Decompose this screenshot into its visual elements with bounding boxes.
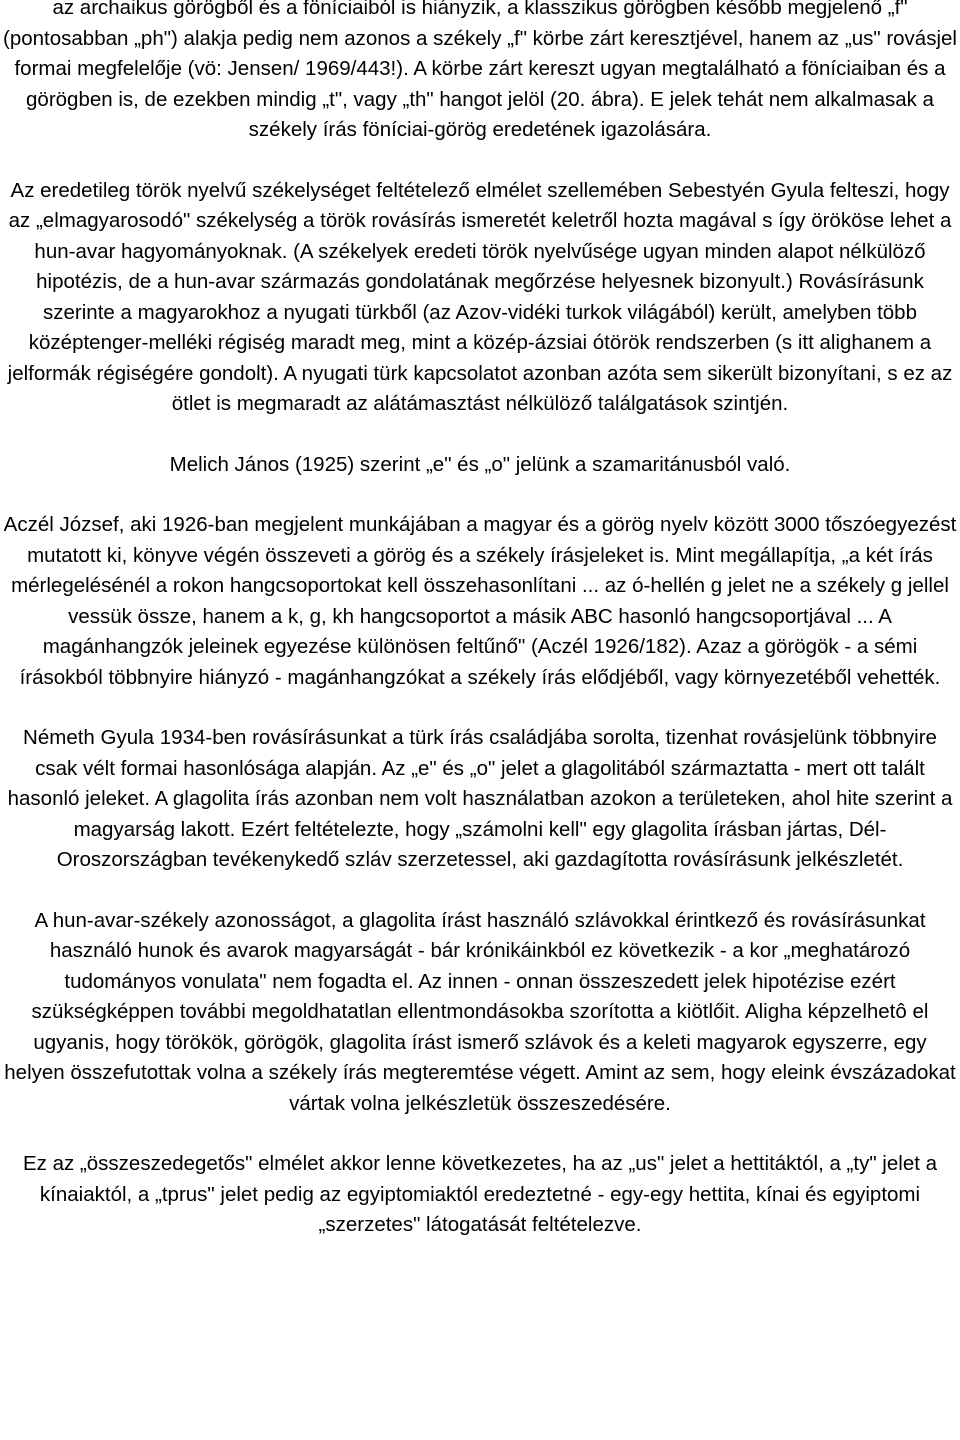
paragraph-melich: Melich János (1925) szerint „e" és „o" jelünk a szamaritánusból való. — [169, 452, 791, 476]
paragraph-sebestyen: Az eredetileg török nyelvű székelységet feltételező elmélet szellemében Sebestyén Gyula felteszi, hogy az „elmagyarosodó" székelység a török rovásírás ismeretét keletről hozta magával s így örököse lehet a hun-avar hagyományoknak. (A székelyek eredeti török nyelvűsége ugyan minden alapot nélkülöző hipotézis, de a hun-avar származás gondolatának megőrzése helyesnek bizonyult.) Rovásírásunk szerinte a magyarokhoz a nyugati türkből (az Azov-vidéki turkok világából) került, amelyben több középtenger-melléki régiség maradt meg, mint a közép-ázsiai ótörök rendszerben (s itt alighanem a jelformák régiségére gondolt). A nyugati türk kapcsolatot azonban azóta sem sikerült bizonyítani, s ez az ötlet is megmaradt az alátámasztást nélkülöző találgatások szintjén. — [7, 178, 953, 415]
paragraph-osszeszedegetos: Ez az „összeszedegetős" elmélet akkor lenne következetes, ha az „us" jelet a hettitáktól, a „ty" jelet a kínaiaktól, a „tprus" jelet pedig az egyiptomiaktól eredeztetné - egy-egy hettita, kínai és egyiptomi „szerzetes" látogatását feltételezve. — [22, 1152, 938, 1236]
paragraph-aczel: Aczél József, aki 1926-ban megjelent munkájában a magyar és a görög nyelv között 3000 tőszóegyezést mutatott ki, könyve végén összeveti a görög és a székely írásjeleket is. Mint megállapítja, „a két írás mérlegelésénél a rokon hangcsoportokat kell összehasonlítani ... az ó-hellén g jelet ne a székely g jellel vessük össze, hanem a k, g, kh hangcsoportot a másik ABC hasonló hangcsoportjával ... A magánhangzók jeleinek egyezése különösen feltűnő" (Aczél 1926/182). Azaz a görögök - a sémi írásokból többnyire hiányzó - magánhangzókat a székely írás elődjéből, vagy környezetéből vehették. — [3, 513, 957, 689]
paragraph-greek-phoenician: az archaikus görögből és a föníciaiból is hiányzik, a klasszikus görögben később megjelenő „f" (pontosabban „ph") alakja pedig nem azonos a székely „f" körbe zárt keresztjével, hanem az „us" rovásjel formai megfelelője (vö: Jensen/ 1969/443!). A körbe zárt kereszt ugyan megtalálható a föníciaiban és a görögben is, de ezekben mindig „t", vagy „th" hangot jelöl (20. ábra). E jelek tehát nem alkalmasak a székely írás föníciai-görög eredetének igazolására. — [3, 0, 957, 141]
paragraph-hun-avar: A hun-avar-székely azonosságot, a glagolita írást használó szlávokkal érintkező és rovásírásunkat használó hunok és avarok magyarságát - bár krónikáinkból ez következik - a kor „meghatározó tudományos vonulata" nem fogadta el. Az innen - onnan összeszedett jelek hipotézise ezért szükségképpen további megoldhatatlan ellentmondásokba szorította a kiötlőit. Aligha képzelhetô el ugyanis, hogy törökök, görögök, glagolita írást ismerő szlávok és a keleti magyarok egyszerre, egy helyen összefutottak volna a székely írás megteremtése végett. Amint az sem, hogy eleink évszázadokat vártak volna jelkészletük összeszedésére. — [4, 908, 956, 1115]
paragraph-nemeth: Németh Gyula 1934-ben rovásírásunkat a türk írás családjába sorolta, tizenhat rovásjelünk többnyire csak vélt formai hasonlósága alapján. Az „e" és „o" jelet a glagolitából származtatta - mert ott talált hasonló jeleket. A glagolita írás azonban nem volt használatban azokon a területeken, ahol hite szerint a magyarság lakott. Ezért feltételezte, hogy „számolni kell" egy glagolita írásban jártas, Dél-Oroszországban tevékenykedő szláv szerzetessel, aki gazdagította rovásírásunk jelkészletét. — [7, 726, 953, 871]
